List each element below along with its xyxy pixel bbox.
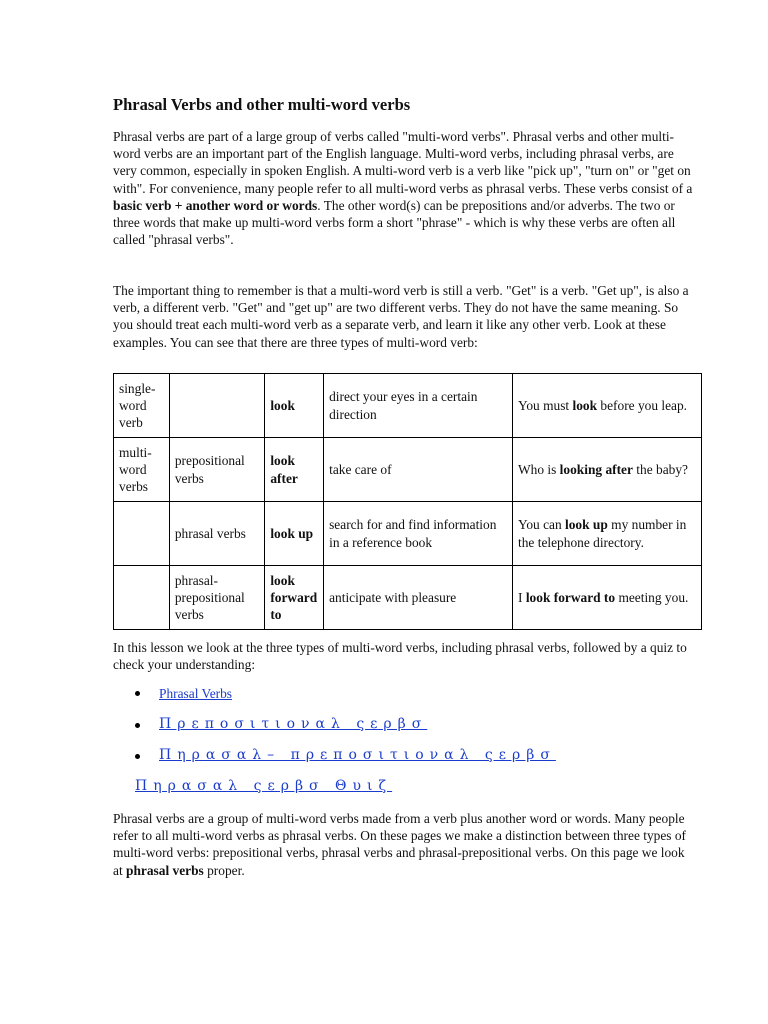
prepositional-verbs-link[interactable]: Πρεποσιτιοναλ ςερβσ bbox=[159, 716, 428, 732]
cell-verb: look bbox=[265, 374, 324, 438]
list-item bbox=[133, 747, 556, 777]
list-item bbox=[133, 716, 556, 747]
example-text: I bbox=[518, 589, 526, 605]
table-row bbox=[114, 566, 702, 630]
example-bold: looking after bbox=[559, 461, 633, 477]
lesson-links-list bbox=[133, 686, 556, 777]
table-row bbox=[114, 502, 702, 566]
bullet-icon bbox=[135, 754, 140, 759]
example-text: before you leap. bbox=[597, 397, 688, 413]
phrasal-verbs-link[interactable]: Phrasal Verbs bbox=[159, 686, 233, 701]
cell-subtype: phrasal verbs bbox=[169, 502, 264, 566]
page-title: Phrasal Verbs and other multi-word verbs bbox=[113, 95, 411, 114]
cell-type: single-word verb bbox=[114, 374, 170, 438]
example-text: meeting you. bbox=[615, 589, 689, 605]
bullet-icon bbox=[135, 723, 140, 728]
cell-meaning: take care of bbox=[324, 438, 513, 502]
cell-verb: look up bbox=[265, 502, 324, 566]
lesson-intro-paragraph: In this lesson we look at the three types of multi-word verbs, including phrasal verbs, followed by a quiz to check your understanding: bbox=[113, 640, 687, 673]
example-bold: look up bbox=[565, 517, 608, 533]
cell-subtype: prepositional verbs bbox=[169, 438, 264, 502]
intro-paragraph bbox=[113, 128, 693, 248]
paragraph-text: Phrasal verbs are a group of multi-word verbs made from a verb plus another word or words. Many people refer to all multi-word verbs as phrasal verbs. On these pages we make a distinction between three types of multi-word verbs: prepositional verbs, phrasal verbs and phrasal-prepositional verbs. On this page we look at bbox=[113, 811, 687, 878]
cell-subtype: phrasal-prepositional verbs bbox=[169, 566, 264, 630]
cell-example bbox=[513, 374, 702, 438]
cell-verb: look after bbox=[265, 438, 324, 502]
table-row bbox=[114, 374, 702, 438]
phrasal-verbs-quiz-link[interactable]: Πηρασαλ ςερβσ Θυιζ bbox=[135, 778, 393, 794]
intro-text-c: . The other word(s) can be prepositions and/or adverbs. The two or three words that make up multi-word verbs form a short "phrase" - which is why these verbs are often all called "phrasal verbs". bbox=[113, 197, 676, 248]
phrasal-prepositional-verbs-link[interactable]: Πηρασαλ– πρεποσιτιοναλ ςερβσ bbox=[159, 747, 556, 763]
phrasal-verbs-paragraph bbox=[113, 810, 693, 879]
second-paragraph: The important thing to remember is that a multi-word verb is still a verb. "Get" is a verb. "Get up", is also a verb, a different verb. "Get" and "get up" are two different verbs. They do not have the same meaning. So you should treat each multi-word verb as a separate verb, and learn it like any other verb. Look at these examples. You can see that there are three types of multi-word verb: bbox=[113, 283, 689, 350]
example-text: You must bbox=[518, 397, 573, 413]
intro-bold-text: basic verb + another word or words bbox=[113, 197, 318, 213]
bullet-icon bbox=[135, 691, 140, 696]
example-bold: look bbox=[572, 397, 598, 413]
example-text: the baby? bbox=[632, 461, 688, 477]
cell-verb: look forward to bbox=[265, 566, 324, 630]
cell-example bbox=[513, 566, 702, 630]
cell-meaning: search for and find information in a reference book bbox=[324, 502, 513, 566]
table-row bbox=[114, 438, 702, 502]
paragraph-bold: phrasal verbs bbox=[126, 862, 204, 878]
example-text: my number in the telephone directory. bbox=[518, 517, 687, 550]
cell-meaning: anticipate with pleasure bbox=[324, 566, 513, 630]
cell-type bbox=[114, 502, 170, 566]
cell-meaning: direct your eyes in a certain direction bbox=[324, 374, 513, 438]
example-text: Who is bbox=[518, 461, 560, 477]
cell-type bbox=[114, 566, 170, 630]
cell-type: multi-word verbs bbox=[114, 438, 170, 502]
verb-types-table bbox=[113, 373, 702, 630]
list-item bbox=[133, 686, 556, 716]
paragraph-text: proper. bbox=[203, 862, 245, 878]
example-text: You can bbox=[518, 517, 566, 533]
example-bold: look forward to bbox=[525, 589, 616, 605]
cell-example bbox=[513, 502, 702, 566]
cell-example bbox=[513, 438, 702, 502]
cell-subtype bbox=[169, 374, 264, 438]
intro-text-a: Phrasal verbs are part of a large group of verbs called "multi-word verbs". Phrasal verbs and other multi-word verbs are an important part of the English language. Multi-word verbs, including phrasal verbs, are very common, especially in spoken English. A multi-word verb is a verb like "pick up", "turn on" or "get on with". For convenience, many people refer to all multi-word verbs as phrasal verbs. These verbs consist of a bbox=[113, 129, 693, 196]
